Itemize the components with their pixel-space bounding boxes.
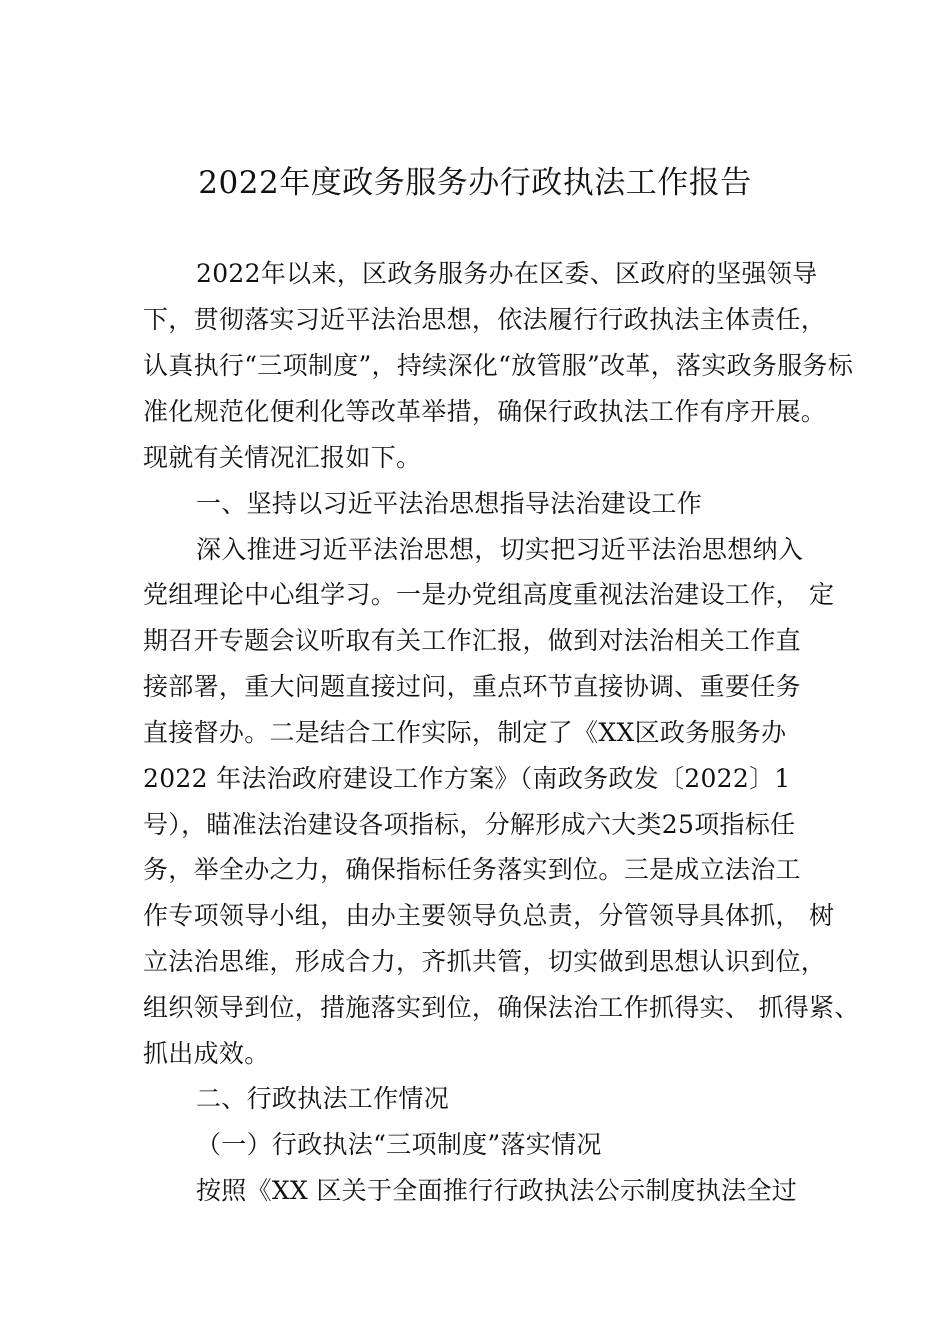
paragraph-line: 直接督办。二是结合工作实际，制定了《XX区政务服务办 bbox=[143, 718, 787, 747]
paragraph-line: 2022 年法治政府建设工作方案》（南政务政发〔2022〕1 bbox=[143, 764, 791, 793]
paragraph-line: 接部署，重大问题直接过问，重点环节直接协调、重要任务 bbox=[143, 672, 801, 701]
paragraph-line: 作专项领导小组，由办主要领导负总责，分管领导具体抓， 树 bbox=[143, 901, 835, 930]
paragraph-line: 现就有关情况汇报如下。 bbox=[143, 443, 422, 472]
paragraph-line: 组织领导到位，措施落实到位，确保法治工作抓得实、 抓得紧、 bbox=[143, 993, 860, 1022]
paragraph-line: 按照《XX 区关于全面推行行政执法公示制度执法全过 bbox=[196, 1176, 798, 1205]
paragraph-line: 深入推进习近平法治思想，切实把习近平法治思想纳入 bbox=[196, 535, 804, 564]
paragraph-line: 认真执行“三项制度”，持续深化“放管服”改革，落实政务服务标 bbox=[143, 351, 854, 380]
paragraph-line: 立法治思维，形成合力，齐抓共管，切实做到思想认识到位， bbox=[143, 947, 827, 976]
paragraph-line: 务，举全办之力，确保指标任务落实到位。三是成立法治工 bbox=[143, 855, 801, 884]
section-heading: 二、行政执法工作情况 bbox=[196, 1084, 450, 1113]
paragraph-line: 2022年以来，区政务服务办在区委、区政府的坚强领导 bbox=[196, 259, 818, 288]
paragraph-line: 党组理论中心组学习。一是办党组高度重视法治建设工作， 定 bbox=[143, 580, 835, 609]
paragraph-line: 准化规范化便利化等改革举措，确保行政执法工作有序开展。 bbox=[143, 397, 827, 426]
subsection-heading: （一）行政执法“三项制度”落实情况 bbox=[196, 1130, 602, 1159]
document-title: 2022年度政务服务办行政执法工作报告 bbox=[198, 165, 752, 201]
paragraph-line: 号），瞄准法治建设各项指标，分解形成六大类25项指标任 bbox=[143, 810, 796, 839]
paragraph-line: 下，贯彻落实习近平法治思想，依法履行行政执法主体责任， bbox=[143, 305, 827, 334]
section-heading: 一、坚持以习近平法治思想指导法治建设工作 bbox=[196, 489, 703, 518]
paragraph-line: 抓出成效。 bbox=[143, 1039, 270, 1068]
paragraph-line: 期召开专题会议听取有关工作汇报，做到对法治相关工作直 bbox=[143, 626, 801, 655]
